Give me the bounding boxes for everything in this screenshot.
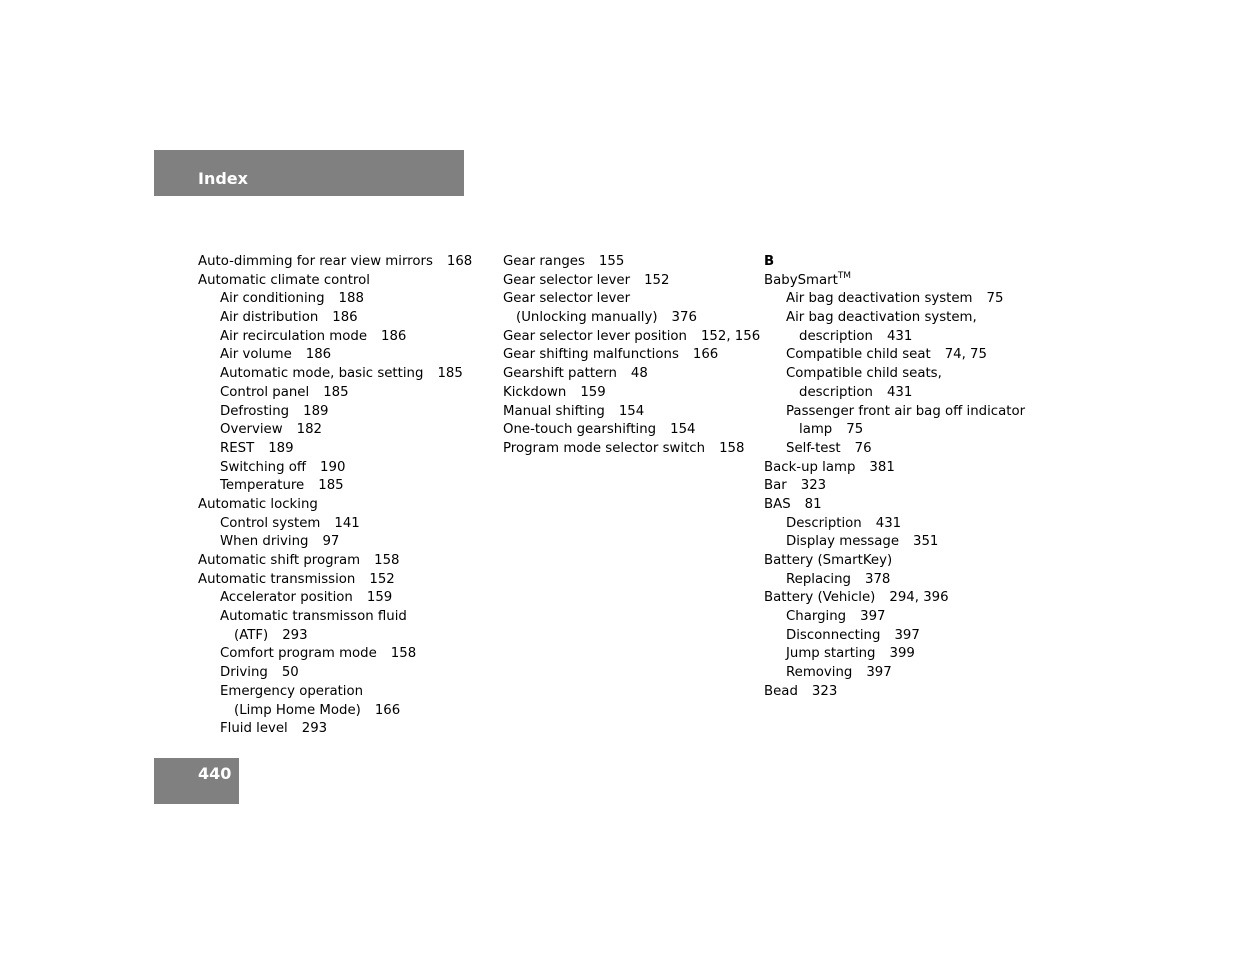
- index-column-3: [764, 253, 1025, 702]
- index-term: Jump starting: [786, 646, 876, 662]
- page-reference: 154: [670, 422, 696, 438]
- index-term: Switching off: [220, 459, 307, 475]
- page-reference: 381: [869, 459, 895, 475]
- index-entry: [198, 627, 472, 646]
- page-reference: 323: [811, 683, 838, 699]
- index-entry: [198, 552, 472, 571]
- index-term: BAS: [764, 496, 791, 512]
- index-term: Charging: [786, 609, 847, 625]
- index-entry: [198, 421, 472, 440]
- index-term: Battery (SmartKey): [764, 553, 893, 568]
- index-term: Air bag deactivation system,: [786, 310, 977, 326]
- index-entry: [764, 608, 1025, 627]
- index-entry: [764, 477, 1025, 496]
- index-entry: [503, 346, 760, 365]
- page-reference: 185: [437, 366, 463, 382]
- index-entry: [764, 571, 1025, 590]
- index-term: Bead: [764, 683, 798, 699]
- index-term: BabySmart: [764, 272, 838, 288]
- page-reference: 97: [322, 534, 340, 550]
- page-reference: 431: [875, 515, 902, 531]
- index-term: Gear selector lever position: [503, 328, 687, 344]
- index-term: Bar: [764, 478, 787, 494]
- index-term: description: [799, 328, 873, 344]
- index-entry: [764, 328, 1025, 347]
- page-reference: 186: [305, 347, 332, 363]
- page-reference: 48: [630, 366, 648, 382]
- index-term: Removing: [786, 665, 853, 681]
- index-entry: [503, 403, 760, 422]
- index-term: Battery (Vehicle): [764, 590, 876, 606]
- index-term: Automatic mode, basic setting: [220, 366, 424, 382]
- page-reference: 158: [719, 440, 745, 456]
- index-term: Air conditioning: [220, 291, 325, 307]
- index-term: Disconnecting: [786, 627, 881, 643]
- page-reference: 154: [618, 403, 645, 419]
- page-reference: 166: [374, 702, 401, 718]
- index-term: Automatic locking: [198, 496, 318, 512]
- page-title: Index: [198, 169, 248, 188]
- index-term: Gear shifting malfunctions: [503, 347, 679, 363]
- index-term: REST: [220, 440, 255, 456]
- index-term: Gear selector lever: [503, 272, 631, 288]
- index-entry: [198, 720, 472, 739]
- index-term: Automatic shift program: [198, 553, 361, 568]
- page-reference: 376: [671, 310, 697, 326]
- page-reference: 155: [598, 254, 625, 269]
- index-term: Emergency operation: [220, 683, 364, 699]
- index-entry: [764, 384, 1025, 403]
- page-reference: 152: [644, 272, 670, 288]
- index-entry: [198, 664, 472, 683]
- page-reference: 378: [864, 571, 891, 587]
- page-reference: 185: [318, 478, 344, 494]
- index-entry: [764, 440, 1025, 459]
- page-reference: 186: [381, 328, 407, 344]
- page-reference: 351: [913, 534, 939, 550]
- index-entry: [198, 589, 472, 608]
- index-term: Automatic climate control: [198, 272, 370, 288]
- page-reference: 397: [866, 665, 892, 681]
- index-term: Fluid level: [220, 721, 288, 737]
- page-reference: 152, 156: [700, 328, 761, 344]
- index-term: One-touch gearshifting: [503, 422, 657, 438]
- page-reference: 293: [301, 721, 328, 737]
- page-reference: 141: [334, 515, 360, 531]
- page-reference: 431: [886, 328, 913, 344]
- index-term: Back-up lamp: [764, 459, 856, 475]
- index-term: lamp: [799, 422, 833, 438]
- index-column-2: [503, 253, 760, 459]
- index-entry: [198, 533, 472, 552]
- index-term: Defrosting: [220, 403, 290, 419]
- page-reference: 152: [369, 571, 395, 587]
- index-entry: [198, 440, 472, 459]
- index-entry: [764, 403, 1025, 422]
- index-entry: [198, 702, 472, 721]
- index-entry: [764, 421, 1025, 440]
- index-term: Gearshift pattern: [503, 366, 617, 382]
- index-entry: [198, 384, 472, 403]
- page-reference: 168: [446, 254, 473, 269]
- index-entry: [764, 683, 1025, 702]
- index-term: Accelerator position: [220, 590, 353, 606]
- index-term: Automatic transmission: [198, 571, 356, 587]
- index-term: Kickdown: [503, 384, 567, 400]
- page-reference: 75: [986, 291, 1004, 307]
- index-term: Temperature: [220, 478, 305, 494]
- index-entry: [503, 309, 760, 328]
- index-entry: [198, 253, 472, 272]
- index-entry: [198, 608, 472, 627]
- index-entry: [764, 346, 1025, 365]
- index-entry: [503, 272, 760, 291]
- index-term: Gear ranges: [503, 254, 585, 269]
- page-reference: 74, 75: [944, 347, 987, 363]
- index-entry: [764, 459, 1025, 478]
- index-term: (ATF): [234, 627, 269, 643]
- index-entry: [764, 664, 1025, 683]
- page-reference: 189: [268, 440, 294, 456]
- index-entry: [764, 309, 1025, 328]
- index-entry: [503, 365, 760, 384]
- index-entry: [198, 403, 472, 422]
- index-entry: [503, 421, 760, 440]
- page-reference: 166: [692, 347, 719, 363]
- index-entry: [764, 272, 1025, 291]
- index-term: Passenger front air bag off indicator: [786, 403, 1026, 419]
- index-letter-heading: [764, 253, 1025, 272]
- index-column-1: [198, 253, 472, 739]
- page-reference: 158: [390, 646, 417, 662]
- index-entry: [503, 290, 760, 309]
- index-term: (Limp Home Mode): [234, 702, 361, 718]
- index-term: Air distribution: [220, 310, 319, 326]
- index-term: Control system: [220, 515, 321, 531]
- page-reference: 431: [886, 384, 913, 400]
- index-entry: [198, 571, 472, 590]
- index-term: Comfort program mode: [220, 646, 377, 662]
- page-reference: 293: [282, 627, 308, 643]
- page-reference: 182: [296, 422, 322, 438]
- index-entry: [503, 253, 760, 272]
- index-entry: [764, 589, 1025, 608]
- page-reference: 323: [800, 478, 827, 494]
- index-term: Manual shifting: [503, 403, 605, 419]
- index-entry: [198, 328, 472, 347]
- index-term: Display message: [786, 534, 899, 550]
- page-reference: 189: [303, 403, 329, 419]
- page-reference: 294, 396: [889, 590, 949, 606]
- index-term: When driving: [220, 534, 309, 550]
- index-entry: [503, 440, 760, 459]
- index-entry: [503, 384, 760, 403]
- page-number: 440: [198, 764, 232, 783]
- page-reference: 399: [889, 646, 915, 662]
- index-entry: [764, 496, 1025, 515]
- index-entry: [764, 290, 1025, 309]
- page-reference: 50: [281, 665, 299, 681]
- index-entry: [198, 272, 472, 291]
- index-entry: [198, 459, 472, 478]
- index-entry: [764, 365, 1025, 384]
- page-reference: 159: [580, 384, 606, 400]
- index-entry: [198, 365, 472, 384]
- index-entry: [198, 496, 472, 515]
- index-entry: [198, 515, 472, 534]
- index-term: Description: [786, 515, 862, 531]
- page-reference: 158: [374, 553, 400, 568]
- index-term: Overview: [220, 422, 283, 438]
- index-entry: [198, 645, 472, 664]
- index-entry: [764, 515, 1025, 534]
- page-reference: 75: [846, 422, 864, 438]
- page-reference: 185: [323, 384, 349, 400]
- index-term: Self-test: [786, 440, 841, 456]
- index-entry: [198, 683, 472, 702]
- index-entry: [764, 552, 1025, 571]
- index-term: Air recirculation mode: [220, 328, 368, 344]
- index-term: Air volume: [220, 347, 292, 363]
- index-entry: [198, 290, 472, 309]
- index-entry: [764, 533, 1025, 552]
- page-reference: 186: [332, 310, 358, 326]
- index-term: Automatic transmisson fluid: [220, 609, 407, 625]
- page-reference: 76: [854, 440, 872, 456]
- index-term: (Unlocking manually): [516, 310, 658, 326]
- index-term: Program mode selector switch: [503, 440, 706, 456]
- page-reference: 188: [338, 291, 364, 307]
- index-term: Compatible child seats,: [786, 366, 942, 382]
- page-reference: 397: [894, 627, 920, 643]
- index-term: Air bag deactivation system: [786, 291, 973, 307]
- index-entry: [764, 627, 1025, 646]
- page-reference: 81: [804, 496, 822, 512]
- index-entry: [198, 477, 472, 496]
- index-entry: [503, 328, 760, 347]
- trademark-superscript: TM: [837, 270, 852, 281]
- page-reference: 159: [366, 590, 393, 606]
- index-entry: [764, 645, 1025, 664]
- page-reference: 397: [860, 609, 886, 625]
- index-term: Compatible child seat: [786, 347, 931, 363]
- index-term: B: [764, 254, 775, 269]
- index-term: Driving: [220, 665, 268, 681]
- index-term: Control panel: [220, 384, 310, 400]
- index-term: Replacing: [786, 571, 851, 587]
- index-entry: [198, 309, 472, 328]
- index-entry: [198, 346, 472, 365]
- index-term: Gear selector lever: [503, 291, 631, 307]
- page-reference: 190: [320, 459, 346, 475]
- index-term: Auto-dimming for rear view mirrors: [198, 254, 433, 269]
- index-term: description: [799, 384, 873, 400]
